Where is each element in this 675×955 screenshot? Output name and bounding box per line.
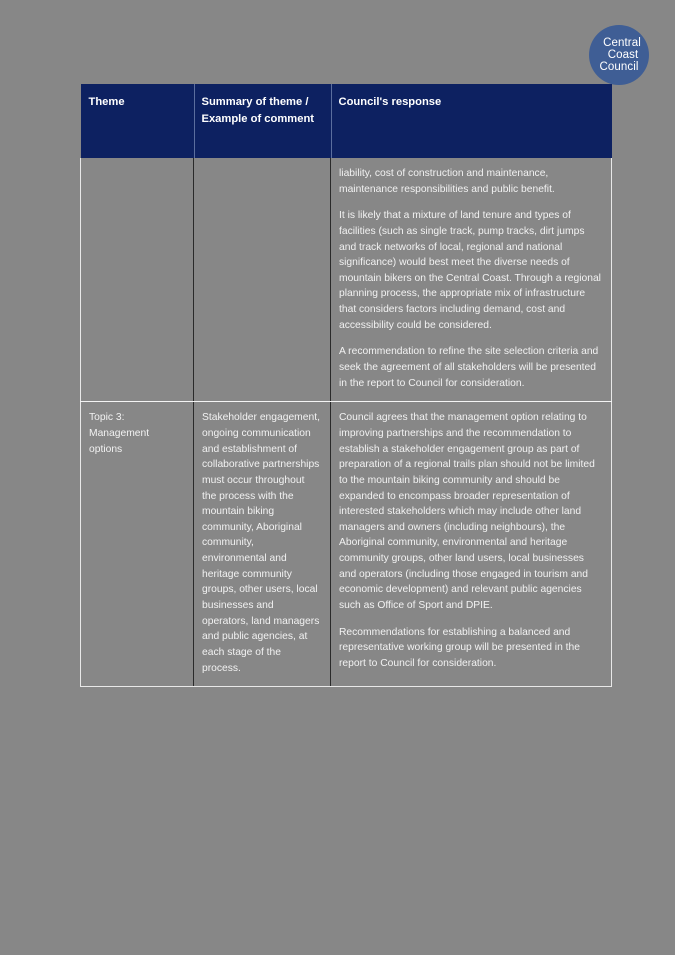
response-paragraph: Council agrees that the management option relating to improving partnerships and the recommendation to establish a stakeholder engagement group as part of preparation of a regional trails plan should not be limited to the mountain biking community and should be expanded to encompass broader representation of interested stakeholders which may include other land managers and owners (including neighbours), the Aboriginal community, environmental and heritage community groups, other land users, local businesses and operators (including those engaged in tourism and economic development) and relevant public agencies such as Office of Sport and DPIE.	[339, 412, 595, 612]
logo-line-1: Central	[603, 36, 641, 49]
theme-text: Topic 3: Management options	[89, 412, 150, 455]
response-paragraph: A recommendation to refine the site selection criteria and seek the agreement of all stakeholders will be presented in the report to Council for consideration.	[339, 346, 599, 389]
response-paragraph: It is likely that a mixture of land tenure and types of facilities (such as single track, pump tracks, dirt jumps and track networks of local, regional and national significance) would best meet the diverse needs of mountain bikers on the Central Coast. Through a regional planning process, the appropriate mix of infrastructure that considers factors including demand, cost and accessibility could be considered.	[339, 210, 601, 331]
cell-summary	[194, 158, 331, 402]
column-header-response: Council's response	[331, 84, 612, 158]
response-paragraph: liability, cost of construction and maintenance, maintenance responsibilities and public benefit.	[339, 168, 555, 195]
summary-text: Stakeholder engagement, ongoing communication and establishment of collaborative partnerships must occur throughout the process with the mountain biking community, Aboriginal community, environmental and heritage community groups, other users, local businesses and operators, land managers and public agencies, at each stage of the process.	[202, 412, 320, 674]
council-logo	[589, 25, 649, 85]
logo-line-3: Council	[599, 61, 639, 74]
table-row	[81, 402, 612, 687]
logo-line-2: Coast	[607, 48, 639, 61]
column-header-theme: Theme	[81, 84, 194, 158]
cell-theme	[81, 402, 194, 687]
cell-response	[331, 158, 612, 402]
cell-response	[331, 402, 612, 687]
response-paragraph: Recommendations for establishing a balanced and representative working group will be presented in the report to Council for consideration.	[339, 626, 580, 669]
table-header-row	[81, 84, 612, 158]
consultation-response-table	[80, 84, 612, 687]
cell-theme	[81, 158, 194, 402]
table-row	[81, 158, 612, 402]
column-header-summary: Summary of theme / Example of comment	[194, 84, 331, 158]
cell-summary	[194, 402, 331, 687]
